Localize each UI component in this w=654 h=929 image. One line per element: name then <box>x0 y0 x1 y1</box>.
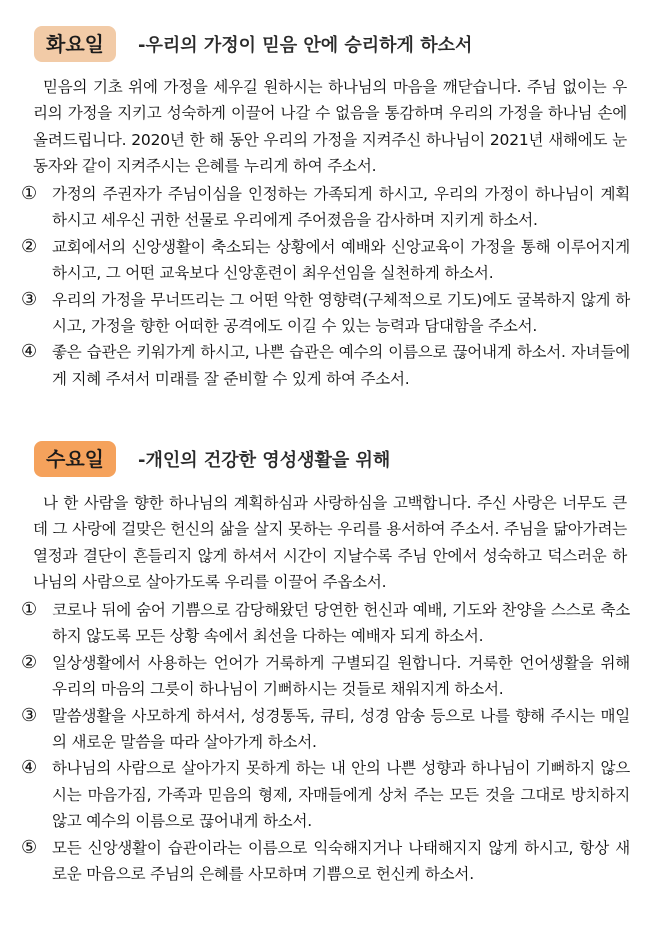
list-item <box>18 181 630 234</box>
item-number: ② <box>21 235 37 257</box>
wednesday-header <box>34 441 390 477</box>
item-text: 가정의 주권자가 주님이심을 인정하는 가족되게 하시고, 우리의 가정이 하나님이 계획하시고 세우신 귀한 선물로 우리에게 주어졌음을 감사하며 지키게 하소서. <box>52 185 630 230</box>
list-item <box>18 339 630 392</box>
wednesday-prayer-list <box>18 597 630 887</box>
list-item <box>18 650 630 703</box>
item-text: 우리의 가정을 무너뜨리는 그 어떤 악한 영향력(구체적으로 기도)에도 굴복하지 않게 하시고, 가정을 향한 어떠한 공격에도 이길 수 있는 능력과 담대함을 주소서. <box>52 290 630 336</box>
item-text: 좋은 습관은 키워가게 하시고, 나쁜 습관은 예수의 이름으로 끊어내게 하소서. 자녀들에게 지혜 주셔서 미래를 잘 준비할 수 있게 하여 주소서. <box>52 343 630 388</box>
list-item <box>18 755 630 834</box>
tuesday-intro: 믿음의 기초 위에 가정을 세우길 원하시는 하나님의 마음을 깨닫습니다. 주님 없이는 우리의 가정을 지키고 성숙하게 이끌어 나갈 수 없음을 통감하며 우리의 가정을 하나님 손에 올려드립니다. 2020년 한 해 동안 우리의 가정을 지켜주신 하나님이 2021년 새해에도 눈동자와 같이 지켜주시는 은혜를 누리게 하여 주소서. <box>33 78 627 176</box>
item-number: ⑤ <box>21 836 37 858</box>
tuesday-header <box>34 26 472 62</box>
item-text: 일상생활에서 사용하는 언어가 거룩하게 구별되길 원합니다. 거룩한 언어생활을 위해 우리의 마음의 그릇이 하나님이 기뻐하시는 것들로 채워지게 하소서. <box>52 653 630 699</box>
item-number: ② <box>21 651 37 673</box>
item-number: ④ <box>21 341 37 363</box>
wednesday-intro: 나 한 사람을 향한 하나님의 계획하심과 사랑하심을 고백합니다. 주신 사랑은 너무도 큰데 그 사랑에 걸맞은 헌신의 삶을 살지 못하는 우리를 용서하여 주소서. 주님을 닮아가려는 열정과 결단이 흔들리지 않게 하셔서 시간이 지날수록 주님 안에서 성숙하고 덕스러운 하나님의 사람으로 살아가도록 우리를 이끌어 주옵소서. <box>33 494 627 592</box>
item-number: ③ <box>21 704 37 726</box>
wednesday-badge: 수요일 <box>34 441 116 477</box>
list-item <box>18 287 630 340</box>
tuesday-badge: 화요일 <box>34 26 116 62</box>
item-number: ③ <box>21 288 37 310</box>
list-item <box>18 234 630 287</box>
tuesday-title: -우리의 가정이 믿음 안에 승리하게 하소서 <box>137 35 473 56</box>
item-number: ④ <box>21 757 37 779</box>
list-item <box>18 703 630 756</box>
wednesday-title: -개인의 건강한 영성생활을 위해 <box>137 450 391 471</box>
tuesday-prayer-list <box>18 181 630 392</box>
item-number: ① <box>21 183 37 204</box>
item-text: 하나님의 사람으로 살아가지 못하게 하는 내 안의 나쁜 성향과 하나님이 기뻐하지 않으시는 마음가짐, 가족과 믿음의 형제, 자매들에게 상처 주는 모든 것을 그대로 방치하지 않고 예수의 이름으로 끊어내게 하소서. <box>52 759 630 831</box>
item-number: ① <box>21 599 37 620</box>
item-text: 모든 신앙생활이 습관이라는 이름으로 익숙해지거나 나태해지지 않게 하시고, 항상 새로운 마음으로 주님의 은혜를 사모하며 기쁨으로 헌신케 하소서. <box>52 838 630 884</box>
list-item <box>18 835 630 888</box>
item-text: 교회에서의 신앙생활이 축소되는 상황에서 예배와 신앙교육이 가정을 통해 이루어지게 하시고, 그 어떤 교육보다 신앙훈련이 최우선임을 실천하게 하소서. <box>52 237 630 283</box>
item-text: 말씀생활을 사모하게 하셔서, 성경통독, 큐티, 성경 암송 등으로 나를 향해 주시는 매일의 새로운 말씀을 따라 살아가게 하소서. <box>52 706 630 752</box>
list-item <box>18 597 630 650</box>
item-text: 코로나 뒤에 숨어 기쁨으로 감당해왔던 당연한 헌신과 예배, 기도와 찬양을 스스로 축소하지 않도록 모든 상황 속에서 최선을 다하는 예배자 되게 하소서. <box>52 601 630 646</box>
